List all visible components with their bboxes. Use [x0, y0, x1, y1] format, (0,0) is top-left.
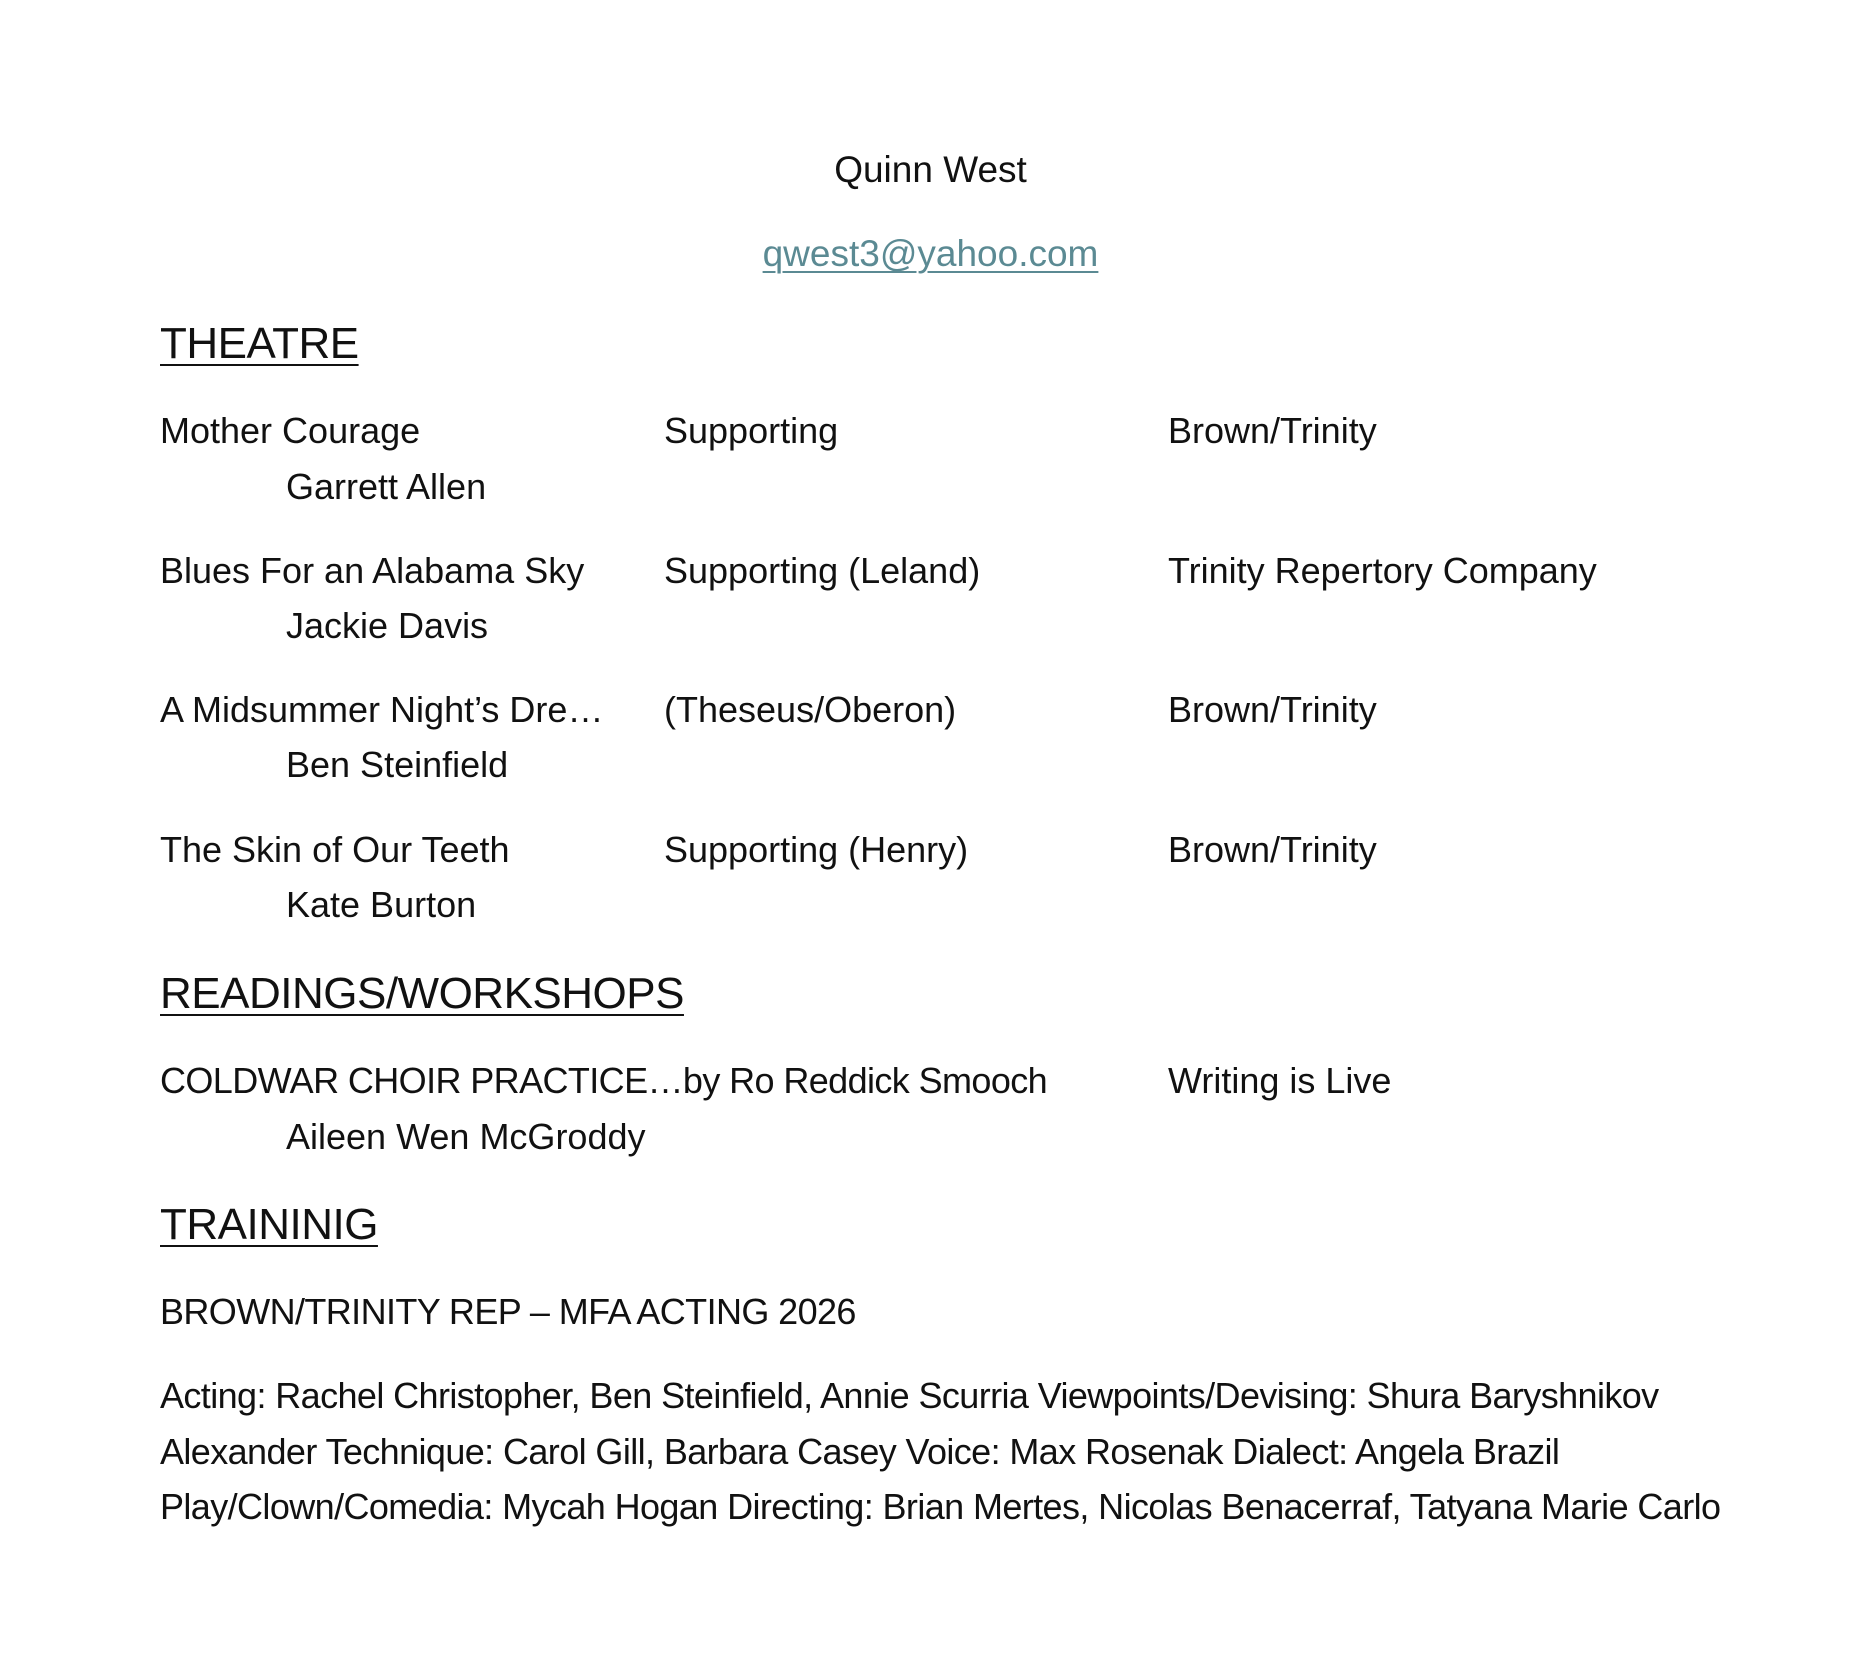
show-title: A Midsummer Night’s Dre…: [160, 689, 604, 730]
readings-heading: READINGS/WORKSHOPS: [160, 969, 684, 1018]
training-line: Acting: Rachel Christopher, Ben Steinfield, Annie Scurria Viewpoints/Devising: Shura Baryshnikov: [160, 1375, 1659, 1416]
email-link[interactable]: qwest3@yahoo.com: [762, 233, 1099, 274]
show-title: The Skin of Our Teeth: [160, 829, 510, 870]
role: Supporting (Leland): [664, 550, 981, 591]
company: Brown/Trinity: [1168, 689, 1377, 730]
training-heading: TRAININIG: [160, 1200, 378, 1249]
actor-name: Quinn West: [834, 149, 1027, 190]
email-line: [0, 232, 1861, 276]
training-program: BROWN/TRINITY REP – MFA ACTING 2026: [160, 1291, 856, 1332]
reading-title-and-role: COLDWAR CHOIR PRACTICE…by Ro Reddick Smooch: [160, 1060, 1048, 1101]
director: Kate Burton: [286, 884, 477, 925]
company: Trinity Repertory Company: [1168, 550, 1597, 591]
company: Brown/Trinity: [1168, 410, 1377, 451]
director: Jackie Davis: [286, 605, 489, 646]
training-line: Alexander Technique: Carol Gill, Barbara Casey Voice: Max Rosenak Dialect: Angela Brazil: [160, 1431, 1560, 1472]
director: Garrett Allen: [286, 466, 487, 507]
company: Writing is Live: [1168, 1060, 1392, 1101]
show-title: Mother Courage: [160, 410, 421, 451]
company: Brown/Trinity: [1168, 829, 1377, 870]
director: Aileen Wen McGroddy: [286, 1116, 646, 1157]
show-title: Blues For an Alabama Sky: [160, 550, 585, 591]
director: Ben Steinfield: [286, 744, 509, 785]
training-line: Play/Clown/Comedia: Mycah Hogan Directing: Brian Mertes, Nicolas Benacerraf, Tatyana Marie Carlo: [160, 1486, 1721, 1527]
theatre-heading: THEATRE: [160, 319, 359, 368]
role: Supporting: [664, 410, 839, 451]
role: (Theseus/Oberon): [664, 689, 957, 730]
role: Supporting (Henry): [664, 829, 969, 870]
